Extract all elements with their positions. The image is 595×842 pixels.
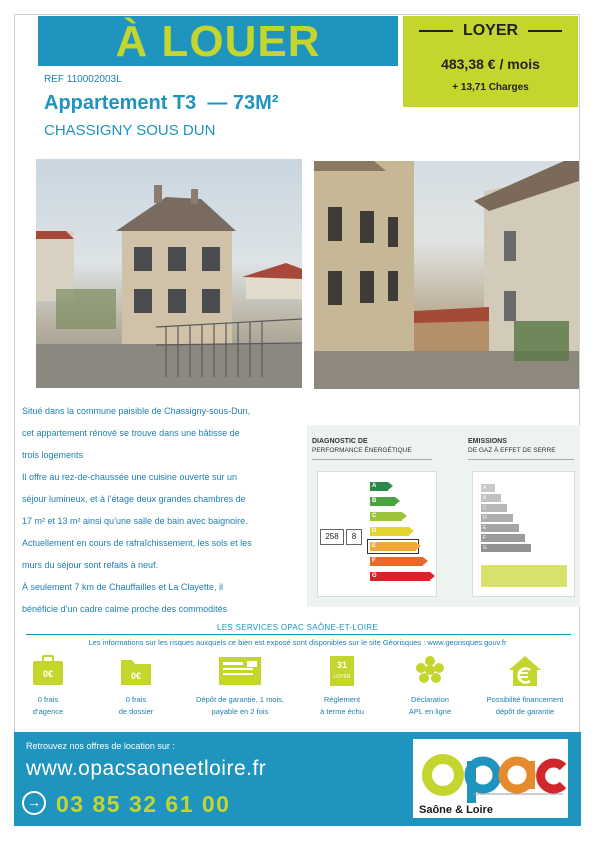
- service-label: 0 frais de dossier: [118, 695, 154, 716]
- listing-description: [22, 400, 308, 620]
- page-title: À LOUER: [38, 16, 398, 66]
- service-deposit: [176, 654, 304, 718]
- energy-class-f: F: [370, 557, 423, 566]
- description-line: Il offre au rez-de-chaussée une cuisine ouverte sur un: [22, 472, 237, 482]
- house-side-illustration: [314, 161, 579, 389]
- service-label: Possibilité financement dépôt de garantie: [486, 695, 564, 716]
- calendar-month: LOYER: [333, 674, 351, 680]
- energy-class-c: C: [370, 512, 402, 521]
- rent-charges: + 13,71 Charges: [452, 82, 529, 93]
- energy-label-box: [317, 471, 437, 597]
- ges-note-highlight: [481, 565, 567, 587]
- dpe-subtitle: PERFORMANCE ÉNERGÉTIQUE: [312, 447, 412, 454]
- service-label: Règlement à terme échu: [320, 695, 364, 716]
- logo-subtitle: Saône & Loire: [419, 804, 493, 816]
- rent-label: LOYER: [403, 22, 578, 40]
- house-front-illustration: [36, 159, 302, 388]
- energy-class-g: G: [370, 572, 430, 581]
- folder-icon-text: 0€: [130, 671, 142, 681]
- ges-class-b: B: [481, 494, 501, 502]
- services-divider: [26, 634, 571, 635]
- energy-class-b: B: [370, 497, 395, 506]
- house-photo-front: [36, 159, 302, 388]
- service-label: Déclaration APL en ligne: [408, 695, 452, 716]
- service-apl: [382, 654, 478, 718]
- leaf-icon: [412, 654, 448, 688]
- service-file-fees: [88, 654, 184, 718]
- energy-class-e: E: [370, 542, 416, 551]
- description-line: séjour lumineux, et à l’étage deux grandes chambres de: [22, 494, 246, 504]
- ges-label-box: [472, 471, 575, 597]
- service-label: 0 frais d’agence: [32, 695, 64, 716]
- service-payment: [294, 654, 390, 718]
- listing-ref: REF 110002003L: [44, 74, 122, 85]
- briefcase-icon-text: 0€: [42, 669, 54, 679]
- description-line: murs du séjour sont refaits à neuf.: [22, 560, 159, 570]
- description-line: Actuellement en cours de rafraîchissement, les sols et les: [22, 538, 252, 548]
- dpe-title: DIAGNOSTIC DE: [312, 438, 368, 445]
- description-line: trois logements: [22, 450, 84, 460]
- arrow-circle-icon: →: [22, 791, 46, 815]
- ges-class-a: A: [481, 484, 495, 492]
- dpe-heading: [312, 437, 412, 455]
- calendar-day: 31: [336, 660, 348, 670]
- divider: [312, 459, 432, 460]
- phone-number[interactable]: 03 85 32 61 00: [56, 791, 231, 817]
- energy-value: 258: [320, 529, 344, 545]
- description-line: bénéficie d’un cadre calme proche des commodités: [22, 604, 228, 614]
- website-link[interactable]: www.opacsaoneetloire.fr: [26, 757, 267, 780]
- rent-box: [403, 16, 578, 107]
- description-line: 17 m² et 13 m² ainsi qu’une salle de bain avec baignoire.: [22, 516, 248, 526]
- ges-title: EMISSIONS: [468, 438, 507, 445]
- ges-heading: [468, 437, 556, 455]
- energy-class-d: D: [370, 527, 409, 536]
- opac-logo: [413, 739, 568, 818]
- opac-logo-mark: [413, 739, 568, 818]
- services-title: LES SERVICES OPAC SAÔNE-ET-LOIRE: [217, 623, 378, 632]
- description-line: cet appartement rénové se trouve dans une bâtisse de: [22, 428, 240, 438]
- risk-note: Les informations sur les risques auxquels ce bien est exposé sont disponibles sur le site Géorisques : www.georisques.gouv.fr: [88, 638, 507, 647]
- ges-class-f: F: [481, 534, 525, 542]
- rent-amount: 483,38 € / mois: [441, 56, 540, 72]
- ges-class-c: C: [481, 504, 507, 512]
- card-icon: [217, 654, 263, 688]
- diagnostic-panel: [307, 425, 580, 607]
- divider: [468, 459, 574, 460]
- ges-class-d: D: [481, 514, 513, 522]
- ges-class-g: G: [481, 544, 531, 552]
- folder-icon: [118, 654, 154, 688]
- description-line: Situé dans la commune paisible de Chassigny-sous-Dun,: [22, 406, 251, 416]
- energy-class-a: A: [370, 482, 388, 491]
- description-line: À seulement 7 km de Chauffailles et La Clayette, il: [22, 582, 223, 592]
- house-photo-side: [314, 161, 579, 389]
- ges-subtitle: DE GAZ À EFFET DE SERRE: [468, 447, 556, 454]
- service-financing: [470, 654, 580, 718]
- briefcase-icon: [30, 654, 66, 688]
- ges-class-e: E: [481, 524, 519, 532]
- calendar-icon: [329, 654, 355, 688]
- listing-city: CHASSIGNY SOUS DUN: [44, 122, 216, 139]
- footer-text: Retrouvez nos offres de location sur :: [26, 741, 175, 751]
- ges-value-small: 8: [346, 529, 362, 545]
- service-label: Dépôt de garantie, 1 mois, payable en 2 fois: [196, 695, 284, 716]
- service-agency-fees: [0, 654, 96, 718]
- euro-house-icon: [507, 654, 543, 688]
- listing-title: Appartement T3 — 73M²: [44, 92, 279, 114]
